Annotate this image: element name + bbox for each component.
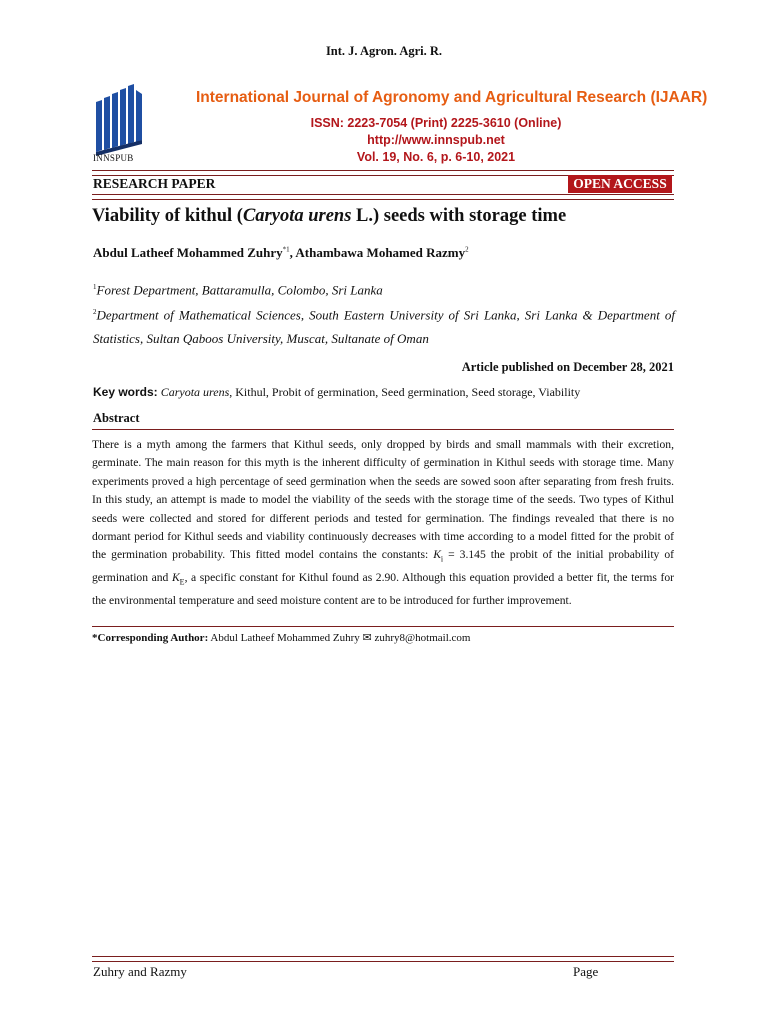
footer-rule bbox=[92, 956, 674, 962]
journal-issn: ISSN: 2223-7054 (Print) 2225-3610 (Online) bbox=[310, 116, 562, 130]
affiliation-2: $^2$Department of Mathematical Sciences, South Eastern University of Sri Lanka, Sri Lanka & Department of Statistics, Sultan Qaboos University, Muscat, Sultanate of Oman bbox=[93, 307, 675, 347]
authors: Abdul Latheef Mohammed Zuhry$^{*1}$, Athambawa Mohamed Razmy$^2$ bbox=[93, 245, 469, 260]
footer-authors: Zuhry and Razmy bbox=[93, 964, 187, 979]
keywords: Key words: Caryota urens, Kithul, Probit of germination, Seed germination, Seed storage, Viability bbox=[93, 385, 581, 399]
journal-url[interactable]: http://www.innspub.net bbox=[367, 133, 505, 147]
corresponding-email[interactable]: zuhry8@hotmail.com bbox=[374, 632, 471, 644]
mail-icon: ✉ bbox=[362, 632, 372, 644]
abstract-rule-bottom bbox=[92, 626, 674, 627]
abstract-rule-top bbox=[92, 429, 674, 430]
open-access-badge: OPEN ACCESS bbox=[568, 175, 672, 193]
paper-title: Viability of kithul (Caryota urens L.) seeds with storage time bbox=[92, 206, 567, 226]
corresponding-author: *Corresponding Author: Abdul Latheef Mohammed Zuhry ✉ zuhry8@hotmail.com bbox=[92, 632, 471, 644]
header-rule-bottom bbox=[92, 194, 674, 200]
journal-volume: Vol. 19, No. 6, p. 6-10, 2021 bbox=[356, 150, 516, 164]
abstract-body: There is a myth among the farmers that Kithul seeds, only dropped by birds and small mammals with their excretion, germinate. The main reason for this myth is the inherent difficulty of germination in Kithul seeds with storage time. Many experiments proved a high percentage of seed germination when the seeds are sowed soon after separating from fresh fruits. In this study, an attempt is made to model the viability of the seeds with the storage time of the seeds. Two types of Kithul seeds were collected and stored for different periods and tested for germination. The findings revealed that there is no dormant period for Kithul seeds and viability continuously decreases with time according to a model fitted for the probit of the germination probability. This fitted model contains the constants: $K_i = 3.145$ the probit of the initial probability of germination and $K_E$, a specific constant for Kithul found as 2.90. Although this equation provided a better fit, the terms for the environmental temperature and seed moisture content are to be introduced for further improvement. bbox=[92, 438, 675, 607]
abstract-heading: Abstract bbox=[93, 411, 140, 425]
published-date: Article published on December 28, 2021 bbox=[461, 360, 674, 374]
research-paper-label: RESEARCH PAPER bbox=[93, 176, 216, 191]
running-head: Int. J. Agron. Agri. R. bbox=[325, 44, 443, 58]
logo-text: INNSPUB bbox=[93, 153, 134, 163]
footer-page: Page bbox=[573, 964, 599, 979]
innspub-logo-icon bbox=[92, 84, 148, 164]
affiliation-1: $^1$Forest Department, Battaramulla, Colombo, Sri Lanka bbox=[93, 282, 383, 298]
journal-title: International Journal of Agronomy and Agricultural Research (IJAAR) bbox=[196, 89, 708, 106]
